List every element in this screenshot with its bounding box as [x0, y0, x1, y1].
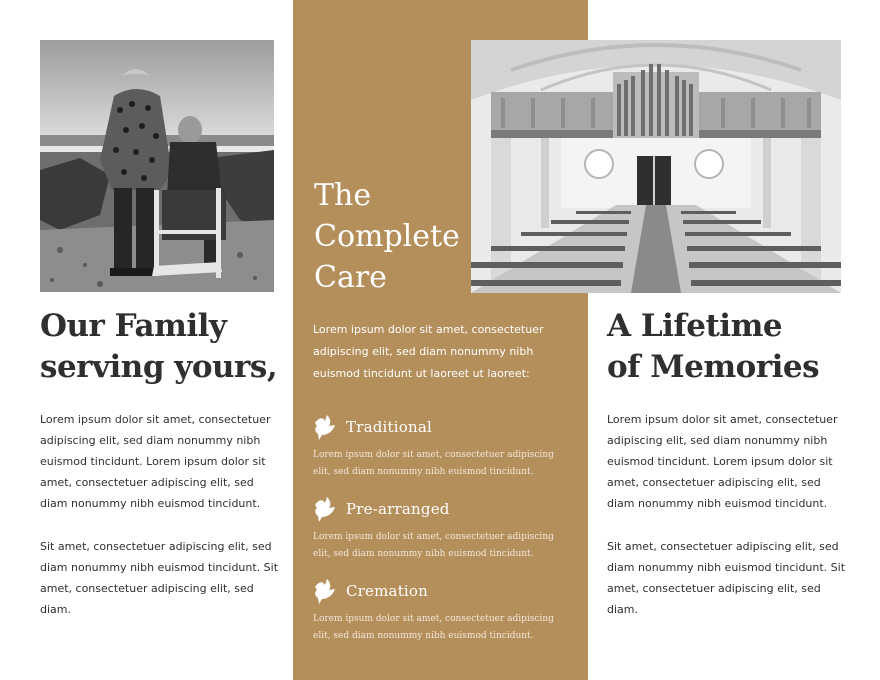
middle-intro: Lorem ipsum dolor sit amet, consectetuer adipiscing elit, sed diam nonummy nibh euismod tincidunt ut laoreet ut laoreet: — [313, 323, 544, 380]
right-heading — [607, 306, 847, 388]
right-paragraph-2: Sit amet, consectetuer adipiscing elit, sed diam nonummy nibh euismod tincidunt. Sit amet, consectetuer adipiscing elit, sed diam. — [607, 540, 846, 616]
middle-title-line1: The — [314, 178, 372, 213]
photo-church-interior — [471, 40, 841, 293]
left-paragraph-1: Lorem ipsum dolor sit amet, consectetuer adipiscing elit, sed diam nonummy nibh euismod tincidunt. Lorem ipsum dolor sit amet, consectetuer adipiscing elit, sed diam nonummy nibh euismod tincidunt. — [40, 413, 271, 510]
service-traditional — [313, 411, 568, 481]
service-title: Traditional — [346, 418, 432, 436]
middle-title — [314, 175, 514, 298]
middle-title-line2: Complete — [314, 219, 460, 254]
service-description: Lorem ipsum dolor sit amet, consectetuer adipiscing elit, sed diam nonummy nibh euismod tincidunt. — [313, 532, 554, 559]
left-heading — [40, 306, 280, 388]
service-description: Lorem ipsum dolor sit amet, consectetuer adipiscing elit, sed diam nonummy nibh euismod tincidunt. — [313, 450, 554, 477]
dove-icon — [313, 577, 337, 605]
service-title: Pre-arranged — [346, 500, 450, 518]
service-description: Lorem ipsum dolor sit amet, consectetuer adipiscing elit, sed diam nonummy nibh euismod tincidunt. — [313, 614, 554, 641]
service-cremation — [313, 575, 568, 645]
right-paragraph-1: Lorem ipsum dolor sit amet, consectetuer adipiscing elit, sed diam nonummy nibh euismod tincidunt. Lorem ipsum dolor sit amet, consectetuer adipiscing elit, sed diam nonummy nibh euismod tincidunt. — [607, 413, 838, 510]
dove-icon — [313, 495, 337, 523]
photo-elderly-women-at-beach — [40, 40, 274, 292]
service-title: Cremation — [346, 582, 429, 600]
dove-icon — [313, 413, 337, 441]
left-paragraph-2: Sit amet, consectetuer adipiscing elit, sed diam nonummy nibh euismod tincidunt. Sit amet, consectetuer adipiscing elit, sed diam. — [40, 540, 279, 616]
service-pre-arranged — [313, 493, 568, 563]
right-heading-line2: of Memories — [607, 349, 820, 385]
left-heading-line1: Our Family — [40, 308, 227, 344]
left-heading-line2: serving yours, — [40, 349, 278, 385]
right-heading-line1: A Lifetime — [607, 308, 783, 344]
middle-title-line3: Care — [314, 260, 387, 295]
